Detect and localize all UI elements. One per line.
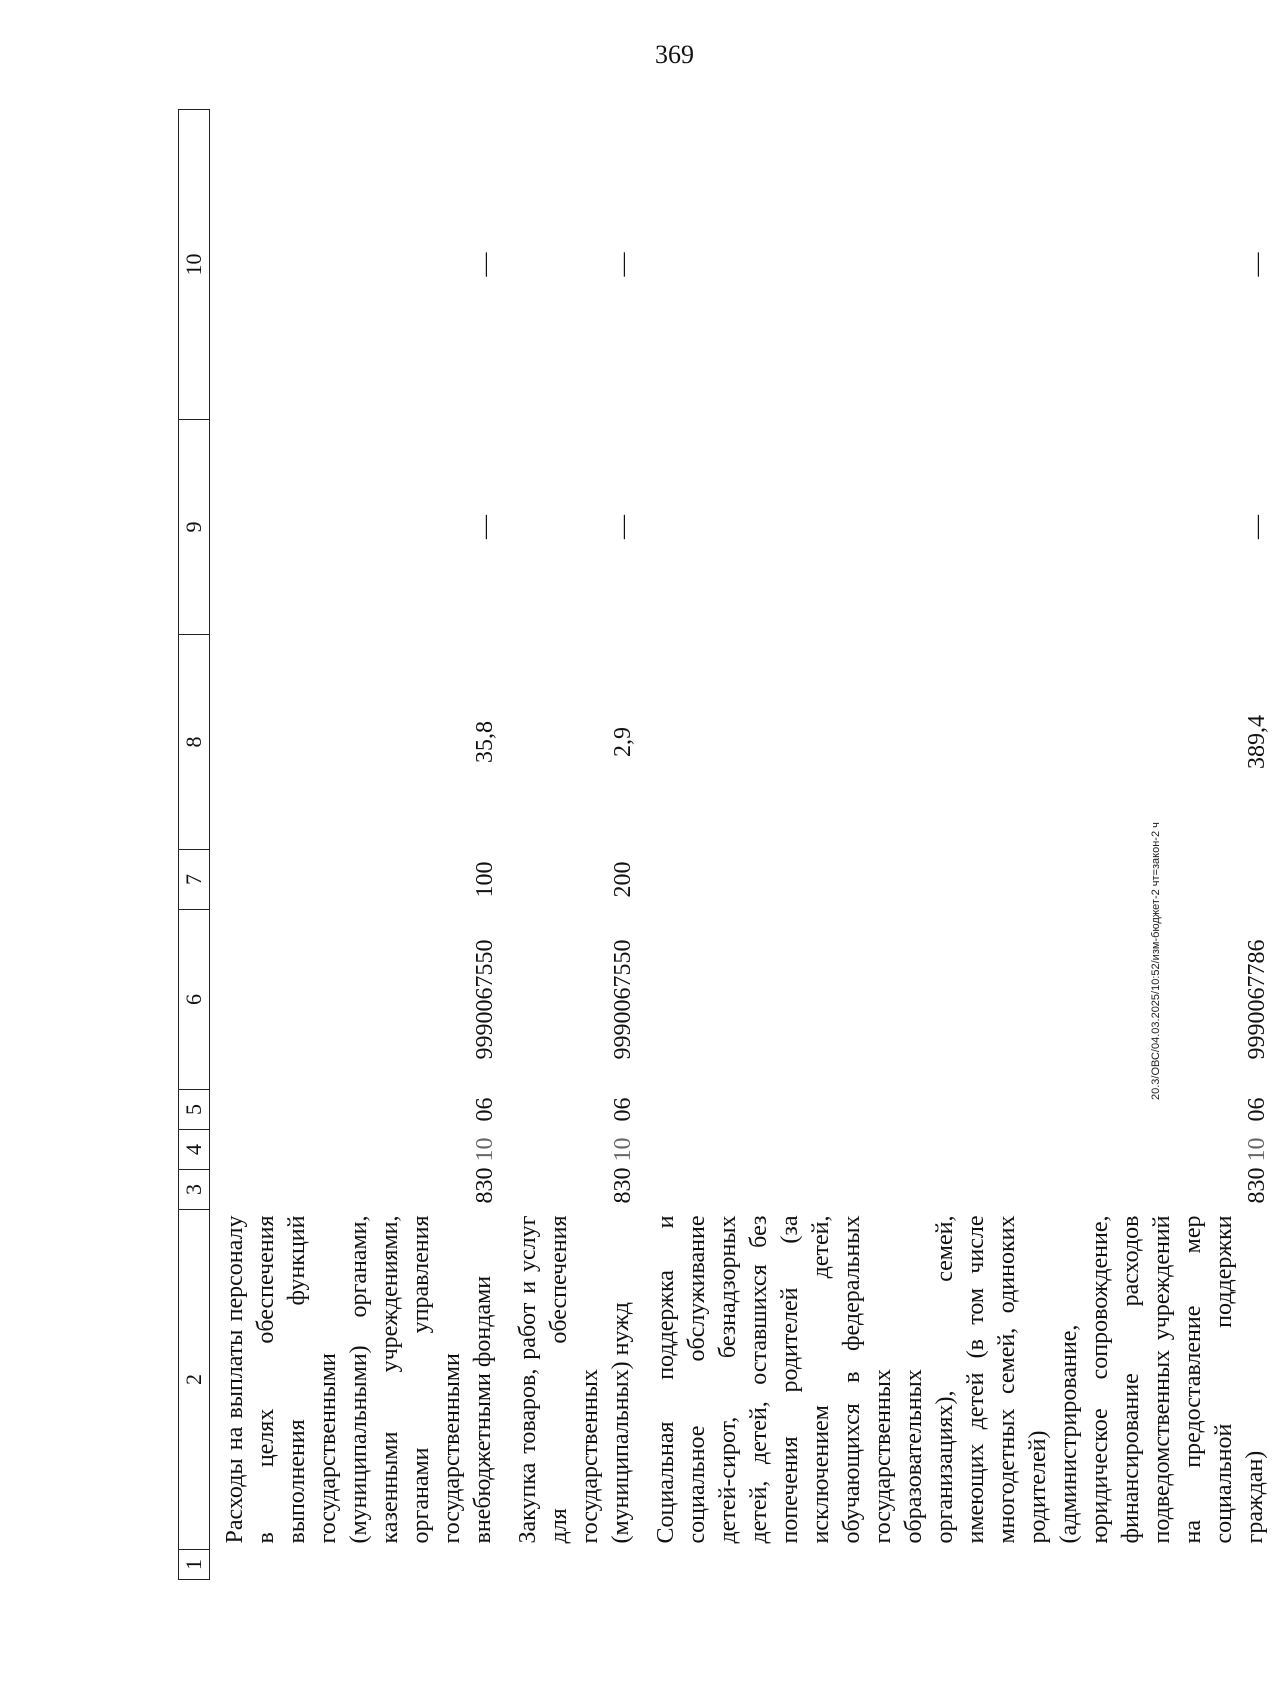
table-row [503, 110, 641, 1580]
row-description: Расходы на выплаты персоналу в целях обеспечения выполнения функций государственными (муниципальными) органами, казенными учреждениями, органами управления государственными внебюджетными фондами [222, 1215, 496, 1544]
row-description: Социальная поддержка и социальное обслуживание детей-сирот, безнадзорных детей, детей, оставшихся без попечения родителей (за исключением детей, обучающихся в федеральных государственных образовательных организациях), семей, имеющих детей (в том числе многодетных семей, одиноких родителей) (администрирование, юридическое сопровождение, финансирование расходов подведомственных учреждений на предоставление мер социальной поддержки граждан) [653, 1215, 1268, 1544]
header-cell-1: 1 [179, 1550, 210, 1580]
table-header-row [179, 110, 210, 1580]
header-cell-4: 4 [179, 1130, 210, 1170]
budget-table [178, 109, 1275, 1580]
header-cell-9: 9 [179, 420, 210, 635]
row-cell-1 [641, 1550, 1275, 1580]
row-cell-4: 10 [610, 1137, 636, 1162]
row-cell-7 [641, 850, 1275, 910]
row-cell-9: — [610, 515, 636, 539]
header-cell-8: 8 [179, 635, 210, 850]
header-cell-2: 2 [179, 1210, 210, 1550]
header-cell-3: 3 [179, 1170, 210, 1210]
row-cell-4: 10 [472, 1137, 498, 1162]
rotated-table-container [178, 110, 1270, 1580]
row-cell-9: — [1244, 515, 1270, 539]
row-cell-9: — [472, 515, 498, 539]
row-cell-1 [210, 1550, 504, 1580]
row-cell-10: — [1244, 252, 1270, 277]
row-cell-3: 830 [1244, 1167, 1270, 1204]
row-cell-4: 10 [1244, 1137, 1270, 1162]
row-cell-1 [503, 1550, 641, 1580]
table-row [210, 110, 504, 1580]
row-cell-8: 2,9 [610, 727, 636, 757]
header-cell-7: 7 [179, 850, 210, 910]
page-number: 369 [655, 40, 694, 69]
row-description: Закупка товаров, работ и услуг для обеспечения государственных (муниципальных) нужд [515, 1215, 634, 1544]
row-cell-8: 35,8 [472, 721, 498, 763]
header-cell-5: 5 [179, 1090, 210, 1130]
row-cell-7: 100 [472, 861, 498, 898]
row-cell-5: 06 [610, 1097, 636, 1122]
header-cell-10: 10 [179, 110, 210, 420]
row-cell-3: 830 [610, 1167, 636, 1204]
row-cell-5: 06 [472, 1097, 498, 1122]
header-cell-6: 6 [179, 910, 210, 1090]
row-cell-3: 830 [472, 1167, 498, 1204]
row-cell-10: — [472, 252, 498, 277]
table-row [641, 110, 1275, 1580]
row-cell-5: 06 [1244, 1097, 1270, 1122]
row-cell-6: 9990067550 [472, 939, 498, 1060]
row-cell-6: 9990067550 [610, 939, 636, 1060]
row-cell-6: 9990067786 [1244, 939, 1270, 1060]
row-cell-7: 200 [610, 861, 636, 898]
row-cell-10: — [610, 252, 636, 277]
document-footer-code: 20.3/ОВС/04.03.2025/10:52/изм-бюджет-2 чт=закон-2 ч [1150, 822, 1162, 1100]
row-cell-8: 389,4 [1244, 715, 1270, 769]
